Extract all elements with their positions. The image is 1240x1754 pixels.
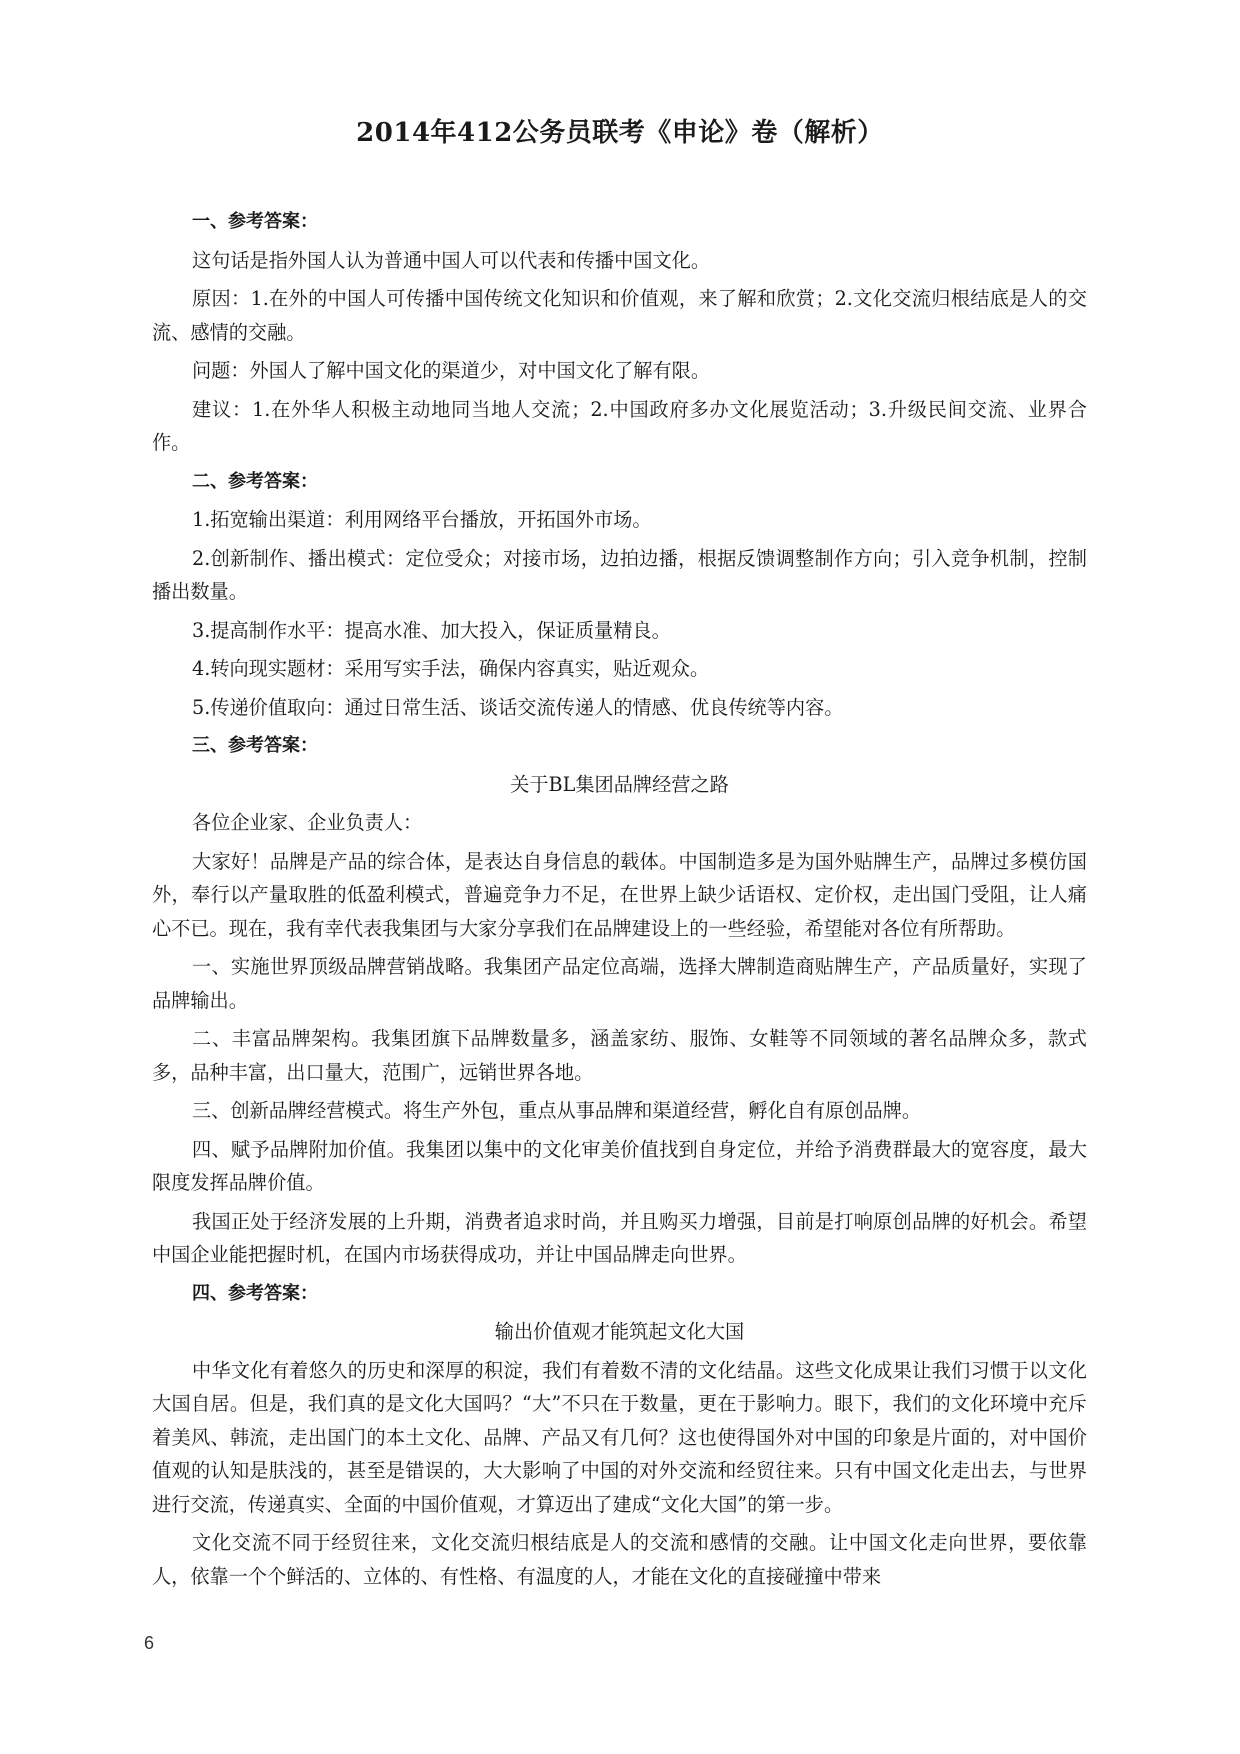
paragraph: 2.创新制作、播出模式：定位受众；对接市场，边拍边播，根据反馈调整制作方向；引入竞争机制，控制播出数量。	[152, 546, 1087, 603]
essay-subtitle: 输出价值观才能筑起文化大国	[494, 1320, 745, 1343]
page-number: 6	[144, 1633, 155, 1653]
paragraph: 一、实施世界顶级品牌营销战略。我集团产品定位高端，选择大牌制造商贴牌生产，产品质量好，实现了品牌输出。	[152, 955, 1087, 1012]
paragraph: 大家好！品牌是产品的综合体，是表达自身信息的载体。中国制造多是为国外贴牌生产，品牌过多模仿国外，奉行以产量取胜的低盈利模式，普遍竞争力不足，在世界上缺少话语权、定价权，走出国门受阻，让人痛心不已。现在，我有幸代表我集团与大家分享我们在品牌建设上的一些经验，希望能对各位有所帮助。	[152, 849, 1087, 940]
paragraph: 5.传递价值取向：通过日常生活、谈话交流传递人的情感、优良传统等内容。	[192, 695, 844, 719]
paragraph: 3.提高制作水平：提高水准、加大投入，保证质量精良。	[192, 618, 671, 642]
paragraph: 4.转向现实题材：采用写实手法，确保内容真实，贴近观众。	[192, 657, 710, 680]
document-body	[152, 205, 1087, 1598]
paragraph: 四、赋予品牌附加价值。我集团以集中的文化审美价值找到自身定位，并给予消费群最大的宽容度，最大限度发挥品牌价值。	[152, 1137, 1087, 1194]
paragraph: 三、创新品牌经营模式。将生产外包，重点从事品牌和渠道经营，孵化自有原创品牌。	[192, 1099, 922, 1122]
paragraph: 二、丰富品牌架构。我集团旗下品牌数量多，涵盖家纺、服饰、女鞋等不同领域的著名品牌众多，款式多，品种丰富，出口量大，范围广，远销世界各地。	[152, 1027, 1087, 1084]
paragraph: 中华文化有着悠久的历史和深厚的积淀，我们有着数不清的文化结晶。这些文化成果让我们习惯于以文化大国自居。但是，我们真的是文化大国吗？“大”不只在于数量，更在于影响力。眼下，我们的文化环境中充斥着美风、韩流，走出国门的本土文化、品牌、产品又有几何？这也使得国外对中国的印象是片面的，对中国价值观的认知是肤浅的，甚至是错误的，大大影响了中国的对外交流和经贸往来。只有中国文化走出去，与世界进行交流，传递真实、全面的中国价值观，才算迈出了建成“文化大国”的第一步。	[152, 1358, 1087, 1516]
paragraph: 问题：外国人了解中国文化的渠道少，对中国文化了解有限。	[192, 359, 711, 382]
section-heading-3: 三、参考答案：	[192, 735, 318, 756]
document-title: 2014年412公务员联考《申论》卷（解析）	[356, 118, 884, 148]
section-heading-1: 一、参考答案：	[192, 211, 318, 232]
paragraph: 各位企业家、企业负责人：	[192, 811, 423, 834]
essay-subtitle: 关于BL集团品牌经营之路	[510, 772, 729, 796]
paragraph: 这句话是指外国人认为普通中国人可以代表和传播中国文化。	[192, 248, 711, 272]
paragraph: 我国正处于经济发展的上升期，消费者追求时尚，并且购买力增强，目前是打响原创品牌的好机会。希望中国企业能把握时机，在国内市场获得成功，并让中国品牌走向世界。	[152, 1209, 1087, 1266]
paragraph: 建议：1.在外华人积极主动地同当地人交流；2.中国政府多办文化展览活动；3.升级民间交流、业界合作。	[152, 397, 1087, 454]
paragraph: 文化交流不同于经贸往来，文化交流归根结底是人的交流和感情的交融。让中国文化走向世界，要依靠人，依靠一个个鲜活的、立体的、有性格、有温度的人，才能在文化的直接碰撞中带来	[152, 1531, 1087, 1588]
paragraph: 1.拓宽输出渠道：利用网络平台播放，开拓国外市场。	[192, 508, 652, 531]
paragraph: 原因：1.在外的中国人可传播中国传统文化知识和价值观，来了解和欣赏；2.文化交流归根结底是人的交流、感情的交融。	[152, 287, 1087, 344]
section-heading-2: 二、参考答案：	[192, 470, 318, 492]
section-heading-4: 四、参考答案：	[192, 1282, 318, 1304]
